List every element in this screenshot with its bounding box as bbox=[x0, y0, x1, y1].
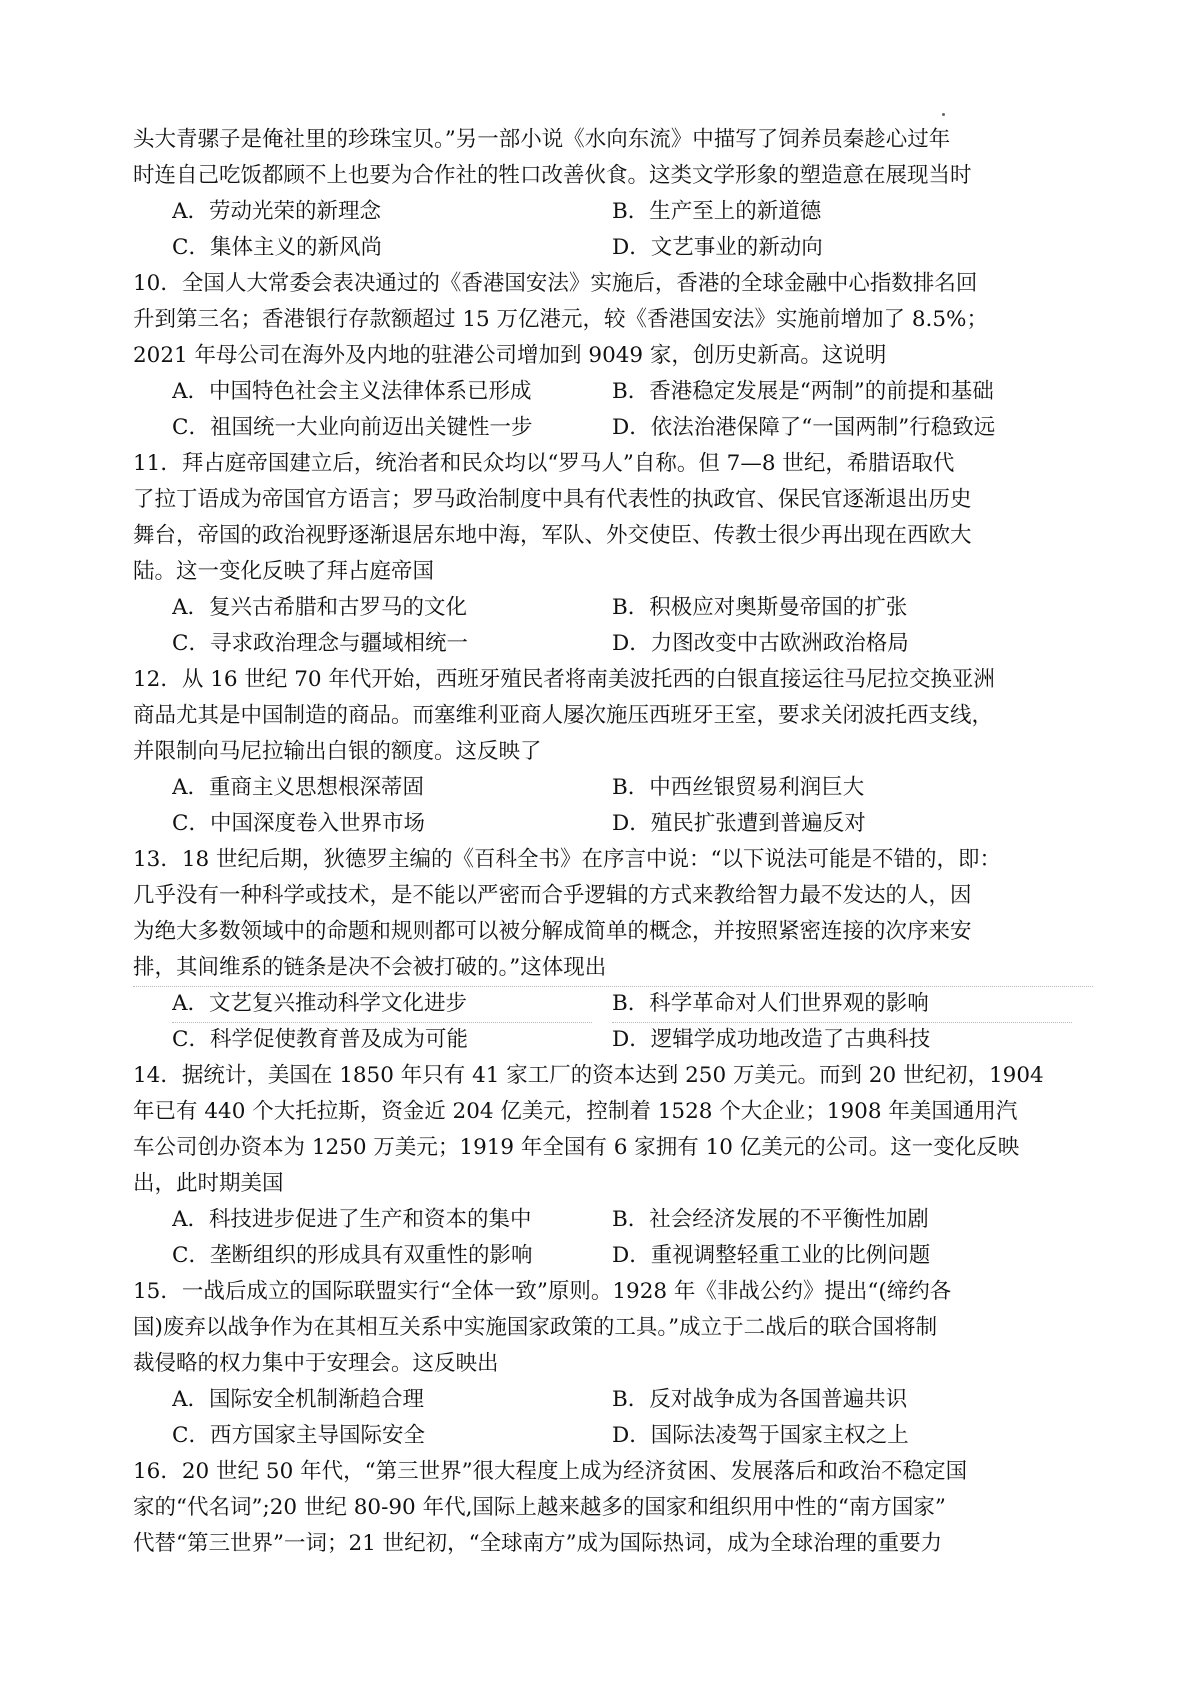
q14-line-2: 年已有 440 个大托拉斯，资金近 204 亿美元，控制着 1528 个大企业；1908 年美国通用汽 bbox=[133, 1099, 1018, 1124]
q11-option-a[interactable]: A．复兴古希腊和古罗马的文化 bbox=[172, 595, 468, 620]
q13-line-2: 几乎没有一种科学或技术，是不能以严密而合乎逻辑的方式来教给智力最不发达的人，因 bbox=[133, 883, 972, 908]
q11-line-4: 陆。这一变化反映了拜占庭帝国 bbox=[133, 559, 435, 584]
q12-option-a[interactable]: A．重商主义思想根深蒂固 bbox=[172, 775, 425, 800]
q13-line-3: 为绝大多数领域中的命题和规则都可以被分解成简单的概念，并按照紧密连接的次序来安 bbox=[133, 919, 972, 944]
q16-line-2: 家的“代名词”;20 世纪 80-90 年代,国际上越来越多的国家和组织用中性的“南方国家” bbox=[133, 1495, 946, 1520]
q15-line-2: 国)废弃以战争作为在其相互关系中实施国家政策的工具。”成立于二战后的联合国将制 bbox=[133, 1315, 938, 1340]
q14-line-3: 车公司创办资本为 1250 万美元；1919 年全国有 6 家拥有 10 亿美元的公司。这一变化反映 bbox=[133, 1135, 1020, 1160]
q13-line-1: 13．18 世纪后期，狄德罗主编的《百科全书》在序言中说：“以下说法可能是不错的，即： bbox=[133, 847, 1002, 872]
q13-option-b[interactable]: B．科学革命对人们世界观的影响 bbox=[612, 986, 1072, 1023]
q10-option-b[interactable]: B．香港稳定发展是“两制”的前提和基础 bbox=[612, 379, 994, 404]
q15-line-1: 15．一战后成立的国际联盟实行“全体一致”原则。1928 年《非战公约》提出“(缔约各 bbox=[133, 1279, 952, 1304]
q14-option-a[interactable]: A．科技进步促进了生产和资本的集中 bbox=[172, 1207, 532, 1232]
q14-line-4: 出，此时期美国 bbox=[133, 1171, 284, 1196]
q9-line-1: 头大青骡子是俺社里的珍珠宝贝。”另一部小说《水向东流》中描写了饲养员秦趁心过年 bbox=[133, 127, 951, 152]
q12-line-3: 并限制向马尼拉输出白银的额度。这反映了 bbox=[133, 739, 542, 764]
q11-option-c[interactable]: C．寻求政治理念与疆域相统一 bbox=[172, 631, 468, 656]
q16-line-3: 代替“第三世界”一词；21 世纪初，“全球南方”成为国际热词，成为全球治理的重要力 bbox=[133, 1531, 943, 1556]
q13-option-d[interactable]: D．逻辑学成功地改造了古典科技 bbox=[612, 1027, 931, 1052]
q9-option-d[interactable]: D．文艺事业的新动向 bbox=[612, 235, 823, 260]
scan-dot bbox=[942, 113, 945, 116]
q10-option-d[interactable]: D．依法治港保障了“一国两制”行稳致远 bbox=[612, 415, 996, 440]
q14-line-1: 14．据统计，美国在 1850 年只有 41 家工厂的资本达到 250 万美元。而到 20 世纪初，1904 bbox=[133, 1063, 1044, 1088]
q15-option-a[interactable]: A．国际安全机制渐趋合理 bbox=[172, 1387, 425, 1412]
q12-option-d[interactable]: D．殖民扩张遭到普遍反对 bbox=[612, 811, 866, 836]
q12-line-1: 12．从 16 世纪 70 年代开始，西班牙殖民者将南美波托西的白银直接运往马尼拉交换亚洲 bbox=[133, 667, 995, 692]
q15-line-3: 裁侵略的权力集中于安理会。这反映出 bbox=[133, 1351, 499, 1376]
q14-option-c[interactable]: C．垄断组织的形成具有双重性的影响 bbox=[172, 1243, 533, 1268]
q10-option-c[interactable]: C．祖国统一大业向前迈出关键性一步 bbox=[172, 415, 533, 440]
q9-option-c[interactable]: C．集体主义的新风尚 bbox=[172, 235, 382, 260]
q10-line-3: 2021 年母公司在海外及内地的驻港公司增加到 9049 家，创历史新高。这说明 bbox=[133, 343, 887, 368]
q11-line-1: 11．拜占庭帝国建立后，统治者和民众均以“罗马人”自称。但 7—8 世纪，希腊语取代 bbox=[133, 451, 955, 476]
q13-line-4: 排，其间维系的链条是决不会被打破的。”这体现出 bbox=[133, 950, 1093, 987]
q11-option-b[interactable]: B．积极应对奥斯曼帝国的扩张 bbox=[612, 595, 908, 620]
q11-option-d[interactable]: D．力图改变中古欧洲政治格局 bbox=[612, 631, 909, 656]
q11-line-2: 了拉丁语成为帝国官方语言；罗马政治制度中具有代表性的执政官、保民官逐渐退出历史 bbox=[133, 487, 972, 512]
q9-option-b[interactable]: B．生产至上的新道德 bbox=[612, 199, 822, 224]
q13-option-c[interactable]: C．科学促使教育普及成为可能 bbox=[172, 1027, 468, 1052]
q15-option-d[interactable]: D．国际法凌驾于国家主权之上 bbox=[612, 1423, 909, 1448]
q12-option-b[interactable]: B．中西丝银贸易利润巨大 bbox=[612, 775, 865, 800]
q13-option-a[interactable]: A．文艺复兴推动科学文化进步 bbox=[172, 986, 592, 1023]
q14-option-d[interactable]: D．重视调整轻重工业的比例问题 bbox=[612, 1243, 931, 1268]
q15-option-c[interactable]: C．西方国家主导国际安全 bbox=[172, 1423, 425, 1448]
q15-option-b[interactable]: B．反对战争成为各国普遍共识 bbox=[612, 1387, 908, 1412]
q12-option-c[interactable]: C．中国深度卷入世界市场 bbox=[172, 811, 425, 836]
q10-option-a[interactable]: A．中国特色社会主义法律体系已形成 bbox=[172, 379, 532, 404]
q11-line-3: 舞台，帝国的政治视野逐渐退居东地中海，军队、外交使臣、传教士很少再出现在西欧大 bbox=[133, 523, 972, 548]
q10-line-2: 升到第三名；香港银行存款额超过 15 万亿港元，较《香港国安法》实施前增加了 8.5%； bbox=[133, 307, 988, 332]
q14-option-b[interactable]: B．社会经济发展的不平衡性加剧 bbox=[612, 1207, 929, 1232]
q10-line-1: 10．全国人大常委会表决通过的《香港国安法》实施后，香港的全球金融中心指数排名回 bbox=[133, 271, 978, 296]
q12-line-2: 商品尤其是中国制造的商品。而塞维利亚商人屡次施压西班牙王室，要求关闭波托西支线， bbox=[133, 703, 994, 728]
q9-option-a[interactable]: A．劳动光荣的新理念 bbox=[172, 199, 382, 224]
q9-line-2: 时连自己吃饭都顾不上也要为合作社的牲口改善伙食。这类文学形象的塑造意在展现当时 bbox=[133, 163, 972, 188]
q16-line-1: 16．20 世纪 50 年代，“第三世界”很大程度上成为经济贫困、发展落后和政治不稳定国 bbox=[133, 1459, 968, 1484]
